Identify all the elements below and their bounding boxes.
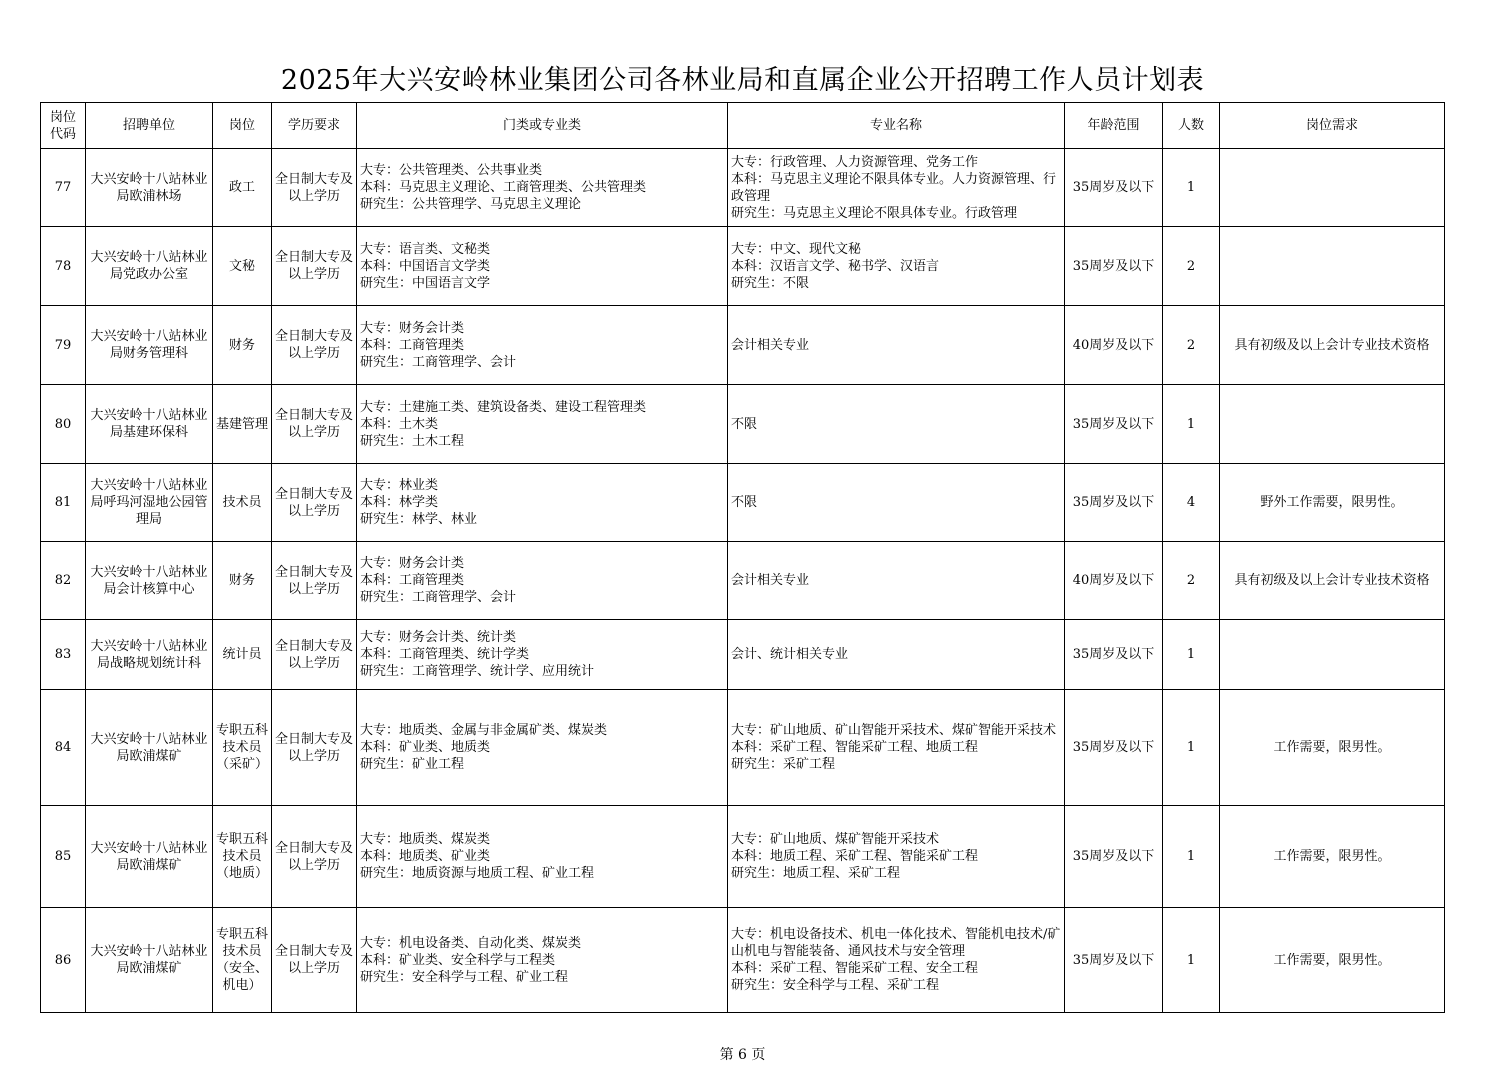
cell-code: 78 bbox=[41, 227, 86, 306]
cell-requirement: 工作需要，限男性。 bbox=[1220, 690, 1445, 806]
category-line: 大专：机电设备类、自动化类、煤炭类 bbox=[360, 935, 582, 951]
page-title: 2025年大兴安岭林业集团公司各林业局和直属企业公开招聘工作人员计划表 bbox=[280, 65, 1205, 96]
major-line: 会计、统计相关专业 bbox=[731, 647, 849, 662]
major-line: 本科：马克思主义理论不限具体专业。人力资源管理、行政管理 bbox=[731, 171, 1057, 204]
cell-count: 1 bbox=[1163, 149, 1220, 227]
cell-age: 35周岁及以下 bbox=[1065, 908, 1163, 1013]
category-line: 大专：财务会计类 bbox=[360, 320, 465, 336]
cell-category bbox=[357, 620, 728, 690]
category-line: 大专：林业类 bbox=[360, 478, 439, 493]
cell-category bbox=[357, 149, 728, 227]
cell-unit: 大兴安岭十八站林业局会计核算中心 bbox=[86, 542, 213, 620]
major-line: 研究生：地质工程、采矿工程 bbox=[731, 866, 901, 881]
major-line: 研究生：安全科学与工程、采矿工程 bbox=[731, 978, 940, 993]
major-line: 本科：采矿工程、智能采矿工程、安全工程 bbox=[731, 961, 979, 976]
cell-requirement bbox=[1220, 385, 1445, 464]
major-line: 本科：汉语言文学、秘书学、汉语言 bbox=[731, 258, 940, 274]
header-major: 专业名称 bbox=[728, 103, 1065, 149]
major-line: 大专：行政管理、人力资源管理、党务工作 bbox=[731, 154, 979, 170]
cell-requirement: 工作需要，限男性。 bbox=[1220, 908, 1445, 1013]
category-line: 大专：财务会计类 bbox=[360, 556, 465, 571]
table-row bbox=[41, 306, 1445, 385]
cell-post: 专职五科技术员（地质） bbox=[213, 806, 272, 908]
cell-education: 全日制大专及以上学历 bbox=[272, 227, 357, 306]
cell-unit: 大兴安岭十八站林业局欧浦煤矿 bbox=[86, 690, 213, 806]
category-line: 研究生：林学、林业 bbox=[360, 512, 478, 527]
cell-code: 81 bbox=[41, 464, 86, 542]
cell-count: 1 bbox=[1163, 385, 1220, 464]
category-line: 大专：地质类、煤炭类 bbox=[360, 832, 491, 847]
major-line: 会计相关专业 bbox=[731, 573, 810, 588]
cell-unit: 大兴安岭十八站林业局基建环保科 bbox=[86, 385, 213, 464]
cell-code: 80 bbox=[41, 385, 86, 464]
cell-education: 全日制大专及以上学历 bbox=[272, 149, 357, 227]
major-line: 研究生：采矿工程 bbox=[731, 757, 836, 772]
major-line: 本科：采矿工程、智能采矿工程、地质工程 bbox=[731, 740, 979, 755]
category-line: 研究生：地质资源与地质工程、矿业工程 bbox=[360, 866, 595, 881]
major-line: 不限 bbox=[731, 416, 758, 432]
cell-count: 2 bbox=[1163, 306, 1220, 385]
table-row bbox=[41, 690, 1445, 806]
cell-code: 77 bbox=[41, 149, 86, 227]
cell-major bbox=[728, 542, 1065, 620]
category-line: 研究生：工商管理学、会计 bbox=[360, 590, 517, 605]
cell-unit: 大兴安岭十八站林业局党政办公室 bbox=[86, 227, 213, 306]
table-row bbox=[41, 385, 1445, 464]
cell-requirement: 野外工作需要，限男性。 bbox=[1220, 464, 1445, 542]
cell-age: 35周岁及以下 bbox=[1065, 385, 1163, 464]
table-row bbox=[41, 908, 1445, 1013]
cell-age: 35周岁及以下 bbox=[1065, 806, 1163, 908]
cell-category bbox=[357, 806, 728, 908]
cell-requirement: 具有初级及以上会计专业技术资格 bbox=[1220, 306, 1445, 385]
cell-unit: 大兴安岭十八站林业局欧浦林场 bbox=[86, 149, 213, 227]
cell-requirement bbox=[1220, 227, 1445, 306]
cell-age: 35周岁及以下 bbox=[1065, 227, 1163, 306]
cell-major bbox=[728, 690, 1065, 806]
cell-count: 4 bbox=[1163, 464, 1220, 542]
cell-unit: 大兴安岭十八站林业局欧浦煤矿 bbox=[86, 806, 213, 908]
cell-count: 1 bbox=[1163, 908, 1220, 1013]
table-row bbox=[41, 620, 1445, 690]
category-line: 本科：工商管理类、统计学类 bbox=[360, 647, 530, 662]
cell-major bbox=[728, 149, 1065, 227]
cell-category bbox=[357, 690, 728, 806]
table-row bbox=[41, 542, 1445, 620]
cell-count: 2 bbox=[1163, 227, 1220, 306]
category-line: 研究生：公共管理学、马克思主义理论 bbox=[360, 197, 582, 212]
cell-education: 全日制大专及以上学历 bbox=[272, 385, 357, 464]
cell-code: 83 bbox=[41, 620, 86, 690]
cell-requirement: 工作需要，限男性。 bbox=[1220, 806, 1445, 908]
cell-post: 基建管理 bbox=[213, 385, 272, 464]
cell-requirement bbox=[1220, 149, 1445, 227]
cell-count: 1 bbox=[1163, 806, 1220, 908]
cell-post: 专职五科技术员（安全、机电） bbox=[213, 908, 272, 1013]
cell-education: 全日制大专及以上学历 bbox=[272, 806, 357, 908]
table-row bbox=[41, 464, 1445, 542]
category-line: 大专：地质类、金属与非金属矿类、煤炭类 bbox=[360, 723, 608, 738]
cell-unit: 大兴安岭十八站林业局战略规划统计科 bbox=[86, 620, 213, 690]
category-line: 研究生：工商管理学、统计学、应用统计 bbox=[360, 664, 595, 679]
category-line: 大专：财务会计类、统计类 bbox=[360, 630, 517, 645]
cell-count: 1 bbox=[1163, 690, 1220, 806]
major-line: 大专：中文、现代文秘 bbox=[731, 241, 862, 257]
cell-age: 35周岁及以下 bbox=[1065, 690, 1163, 806]
category-line: 本科：中国语言文学类 bbox=[360, 258, 491, 274]
major-line: 不限 bbox=[731, 495, 758, 510]
major-line: 研究生：不限 bbox=[731, 275, 810, 291]
category-line: 本科：土木类 bbox=[360, 416, 439, 432]
cell-major bbox=[728, 464, 1065, 542]
cell-requirement: 具有初级及以上会计专业技术资格 bbox=[1220, 542, 1445, 620]
category-line: 研究生：矿业工程 bbox=[360, 757, 465, 772]
cell-post: 统计员 bbox=[213, 620, 272, 690]
header-count: 人数 bbox=[1163, 103, 1220, 149]
cell-category bbox=[357, 542, 728, 620]
cell-post: 财务 bbox=[213, 542, 272, 620]
major-line: 大专：矿山地质、煤矿智能开采技术 bbox=[731, 832, 940, 847]
major-line: 大专：机电设备技术、机电一体化技术、智能机电技术/矿山机电与智能装备、通风技术与安全管理 bbox=[731, 927, 1061, 959]
table-row bbox=[41, 806, 1445, 908]
header-category: 门类或专业类 bbox=[357, 103, 728, 149]
cell-age: 35周岁及以下 bbox=[1065, 464, 1163, 542]
recruitment-plan-table bbox=[40, 102, 1445, 1013]
cell-major bbox=[728, 227, 1065, 306]
table-header-row bbox=[41, 103, 1445, 149]
cell-major bbox=[728, 908, 1065, 1013]
major-line: 会计相关专业 bbox=[731, 337, 810, 353]
table-row bbox=[41, 227, 1445, 306]
major-line: 研究生：马克思主义理论不限具体专业。行政管理 bbox=[731, 205, 1018, 221]
cell-education: 全日制大专及以上学历 bbox=[272, 690, 357, 806]
category-line: 大专：公共管理类、公共事业类 bbox=[360, 163, 543, 178]
cell-category bbox=[357, 227, 728, 306]
category-line: 大专：土建施工类、建筑设备类、建设工程管理类 bbox=[360, 399, 647, 415]
cell-post: 文秘 bbox=[213, 227, 272, 306]
cell-category bbox=[357, 306, 728, 385]
cell-count: 1 bbox=[1163, 620, 1220, 690]
category-line: 本科：地质类、矿业类 bbox=[360, 849, 491, 864]
cell-category bbox=[357, 385, 728, 464]
category-line: 研究生：安全科学与工程、矿业工程 bbox=[360, 969, 569, 985]
cell-category bbox=[357, 908, 728, 1013]
category-line: 本科：矿业类、安全科学与工程类 bbox=[360, 952, 556, 968]
major-line: 本科：地质工程、采矿工程、智能采矿工程 bbox=[731, 849, 979, 864]
cell-education: 全日制大专及以上学历 bbox=[272, 306, 357, 385]
category-line: 研究生：土木工程 bbox=[360, 433, 465, 449]
cell-unit: 大兴安岭十八站林业局财务管理科 bbox=[86, 306, 213, 385]
table-row bbox=[41, 149, 1445, 227]
header-age: 年龄范围 bbox=[1065, 103, 1163, 149]
cell-code: 85 bbox=[41, 806, 86, 908]
category-line: 研究生：工商管理学、会计 bbox=[360, 354, 517, 370]
cell-age: 40周岁及以下 bbox=[1065, 542, 1163, 620]
cell-age: 35周岁及以下 bbox=[1065, 149, 1163, 227]
cell-education: 全日制大专及以上学历 bbox=[272, 464, 357, 542]
cell-count: 2 bbox=[1163, 542, 1220, 620]
major-line: 大专：矿山地质、矿山智能开采技术、煤矿智能开采技术 bbox=[731, 723, 1057, 738]
category-line: 大专：语言类、文秘类 bbox=[360, 241, 491, 257]
cell-education: 全日制大专及以上学历 bbox=[272, 620, 357, 690]
cell-education: 全日制大专及以上学历 bbox=[272, 908, 357, 1013]
cell-major bbox=[728, 806, 1065, 908]
cell-major bbox=[728, 385, 1065, 464]
cell-post: 政工 bbox=[213, 149, 272, 227]
cell-unit: 大兴安岭十八站林业局欧浦煤矿 bbox=[86, 908, 213, 1013]
cell-unit: 大兴安岭十八站林业局呼玛河湿地公园管理局 bbox=[86, 464, 213, 542]
cell-code: 79 bbox=[41, 306, 86, 385]
header-education: 学历要求 bbox=[272, 103, 357, 149]
cell-post: 专职五科技术员（采矿） bbox=[213, 690, 272, 806]
cell-category bbox=[357, 464, 728, 542]
cell-code: 84 bbox=[41, 690, 86, 806]
cell-major bbox=[728, 306, 1065, 385]
header-post: 岗位 bbox=[213, 103, 272, 149]
cell-age: 40周岁及以下 bbox=[1065, 306, 1163, 385]
header-unit: 招聘单位 bbox=[86, 103, 213, 149]
cell-age: 35周岁及以下 bbox=[1065, 620, 1163, 690]
header-requirement: 岗位需求 bbox=[1220, 103, 1445, 149]
cell-post: 技术员 bbox=[213, 464, 272, 542]
cell-post: 财务 bbox=[213, 306, 272, 385]
cell-education: 全日制大专及以上学历 bbox=[272, 542, 357, 620]
category-line: 本科：马克思主义理论、工商管理类、公共管理类 bbox=[360, 180, 647, 195]
category-line: 本科：矿业类、地质类 bbox=[360, 740, 491, 755]
category-line: 本科：工商管理类 bbox=[360, 573, 465, 588]
cell-code: 86 bbox=[41, 908, 86, 1013]
page-number: 第 6 页 bbox=[719, 1047, 766, 1063]
cell-requirement bbox=[1220, 620, 1445, 690]
category-line: 研究生：中国语言文学 bbox=[360, 275, 491, 291]
category-line: 本科：林学类 bbox=[360, 495, 439, 510]
header-code: 岗位代码 bbox=[41, 103, 86, 149]
category-line: 本科：工商管理类 bbox=[360, 337, 465, 353]
cell-code: 82 bbox=[41, 542, 86, 620]
cell-major bbox=[728, 620, 1065, 690]
